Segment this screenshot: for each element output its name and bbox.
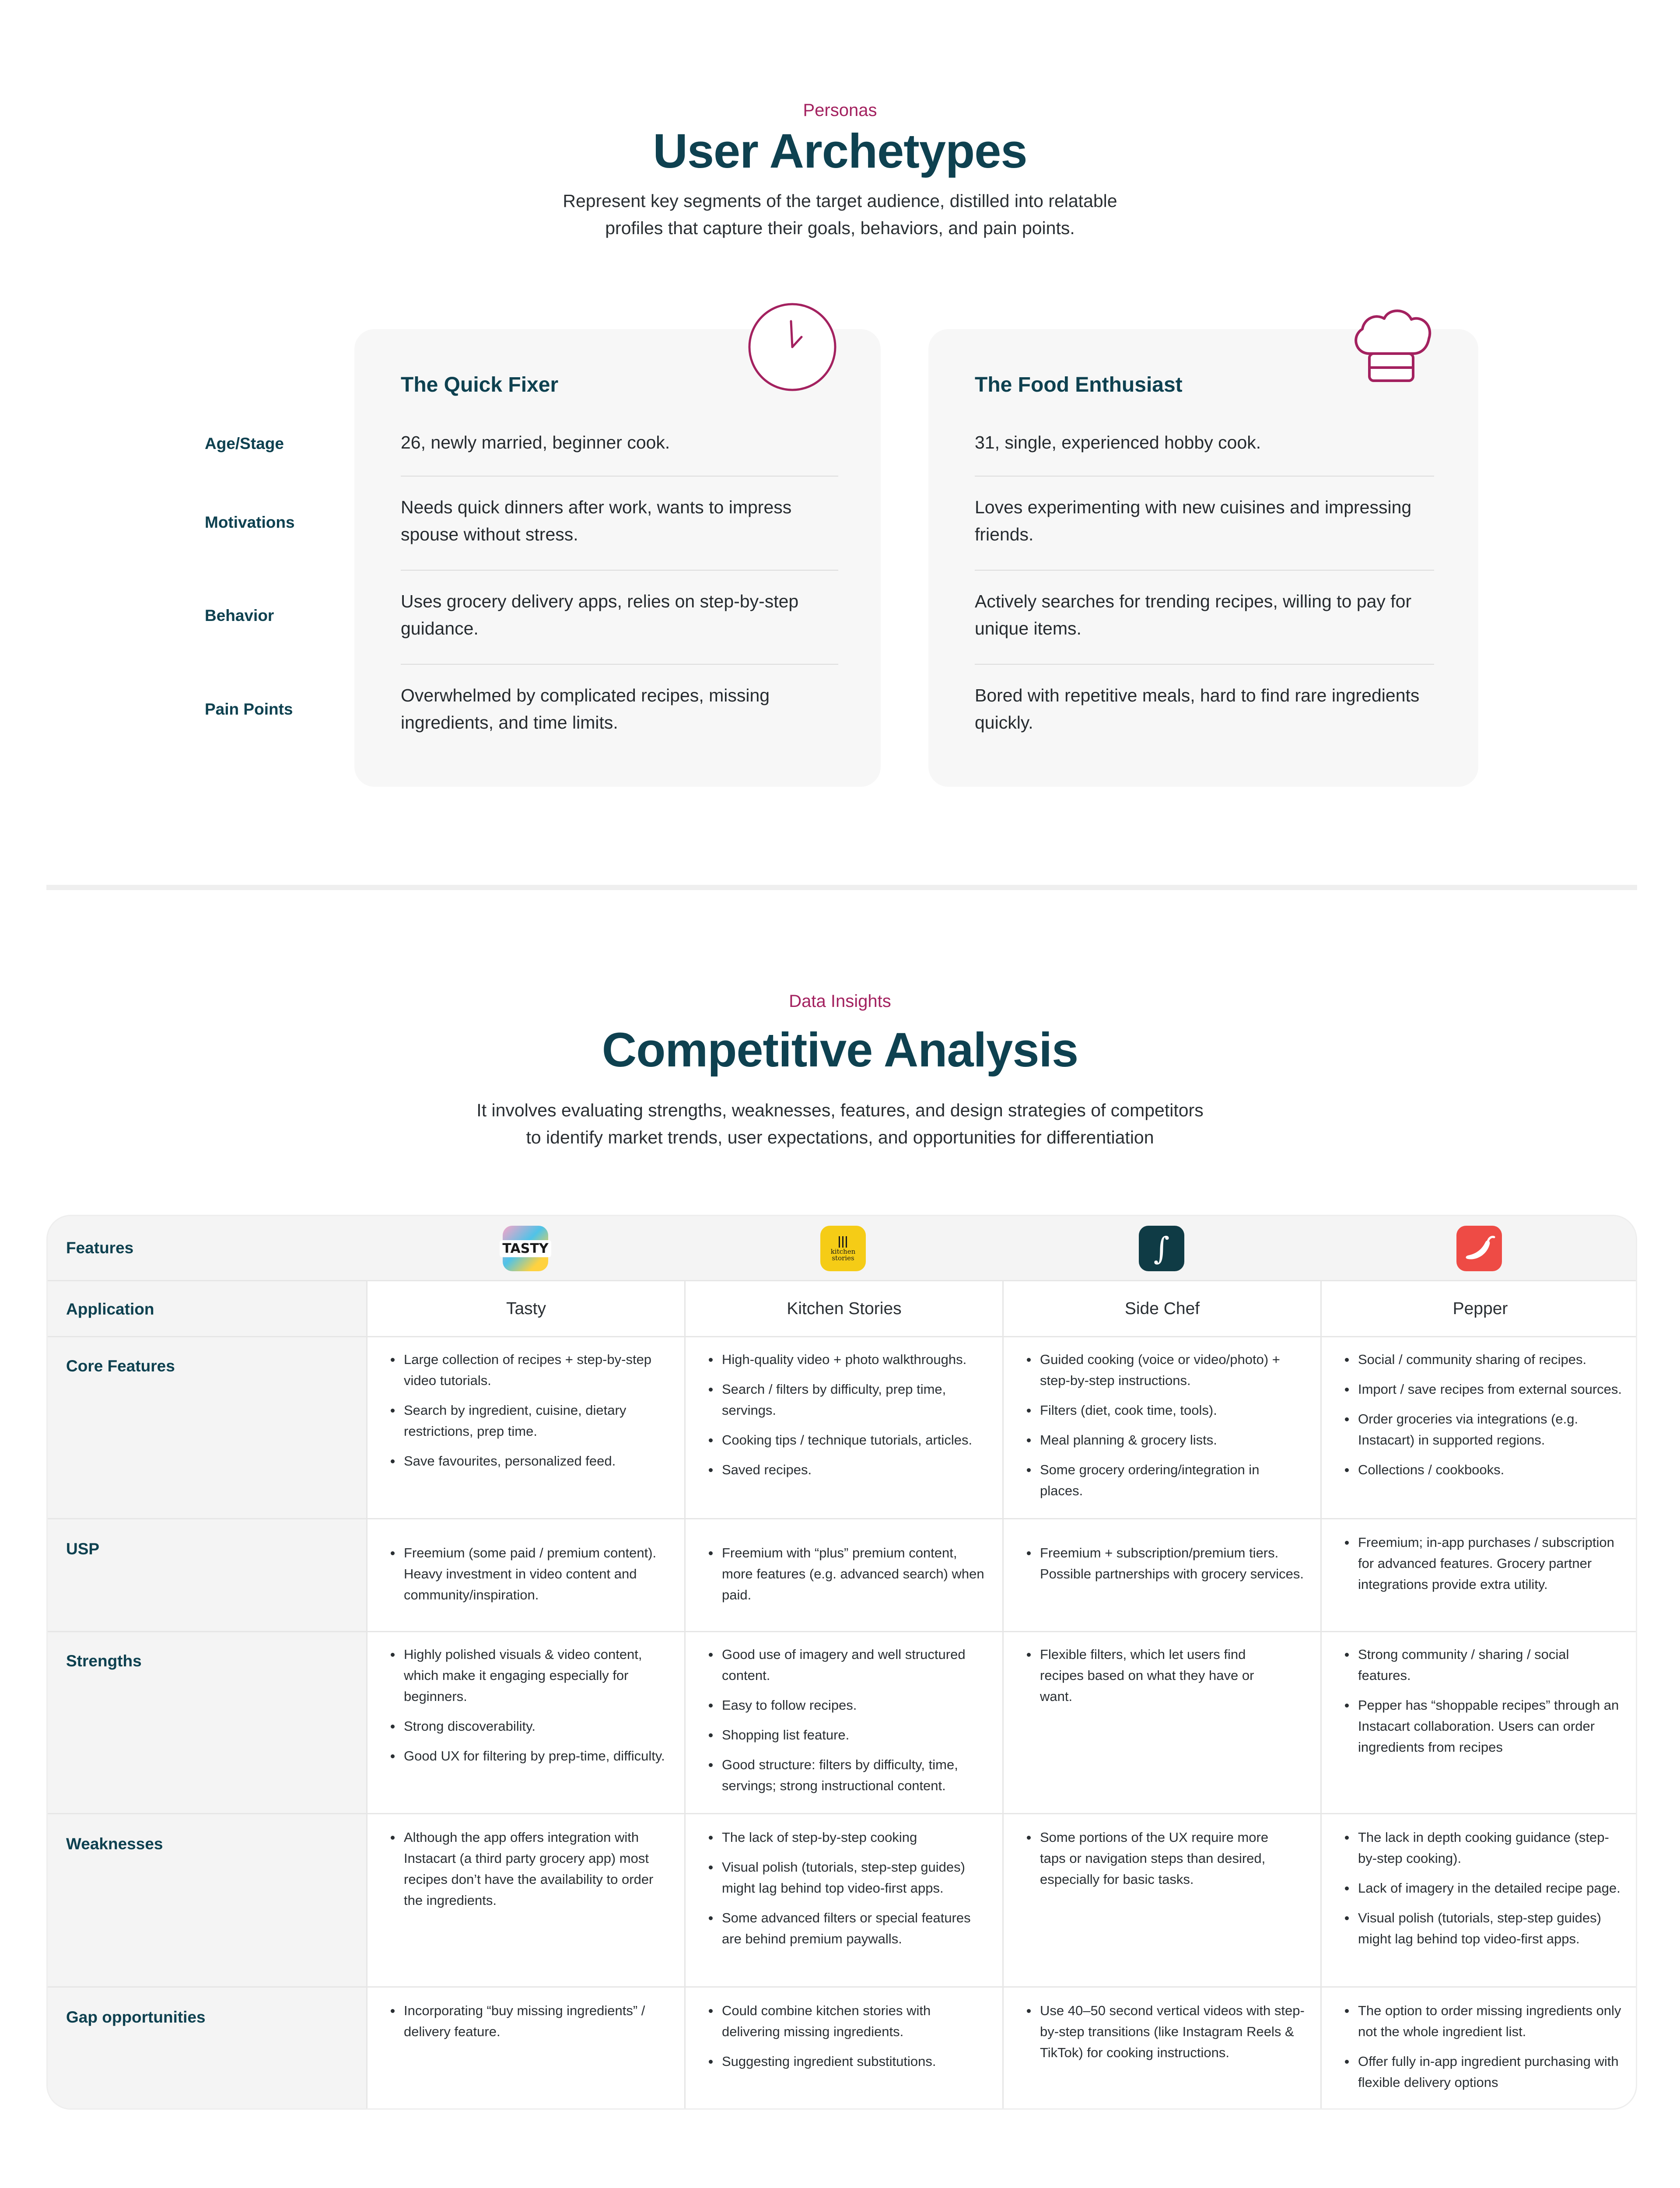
divider	[401, 664, 838, 665]
side-chef-strengths	[1025, 1644, 1288, 1716]
list-item: Use 40–50 second vertical videos with step-by-step transitions (like Instagram Reels & TikTok) for cooking instructions.	[1025, 2000, 1305, 2063]
list-item: Suggesting ingredient substitutions.	[707, 2051, 987, 2072]
tasty-core-features	[389, 1349, 669, 1480]
list-item: Order groceries via integrations (e.g. Instacart) in supported regions.	[1343, 1409, 1623, 1451]
divider	[975, 664, 1434, 665]
list-item: Strong discoverability.	[389, 1716, 669, 1737]
divider	[401, 476, 838, 477]
chef-hat-icon	[1348, 302, 1435, 389]
side-chef-weaknesses	[1025, 1827, 1296, 1899]
divider	[975, 476, 1434, 477]
list-item: Good UX for filtering by prep-time, difficulty.	[389, 1746, 669, 1767]
list-item: Good structure: filters by difficulty, time, servings; strong instructional content.	[707, 1754, 987, 1796]
row-divider	[48, 1813, 1636, 1814]
persona-title: The Food Enthusiast	[975, 373, 1183, 396]
list-item: Guided cooking (voice or video/photo) + step-by-step instructions.	[1025, 1349, 1305, 1391]
competitive-eyebrow: Data Insights	[789, 992, 891, 1011]
pepper-weaknesses	[1343, 1827, 1623, 1958]
list-item: Meal planning & grocery lists.	[1025, 1430, 1305, 1451]
list-item: The lack in depth cooking guidance (step-by-step cooking).	[1343, 1827, 1623, 1869]
app-name-tasty: Tasty	[506, 1299, 546, 1318]
persona-age-stage: 31, single, experienced hobby cook.	[975, 432, 1261, 452]
side-chef-core-features	[1025, 1349, 1305, 1510]
row-divider	[48, 1336, 1636, 1337]
list-item: Freemium with “plus” premium content, more features (e.g. advanced search) when paid.	[707, 1543, 987, 1606]
row-label-behavior: Behavior	[205, 607, 274, 624]
row-label-motivations: Motivations	[205, 513, 295, 531]
pepper-usp	[1343, 1532, 1623, 1604]
row-label-application: Application	[66, 1300, 154, 1318]
persona-card-quick-fixer	[354, 329, 881, 787]
row-label-gap-opportunities: Gap opportunities	[66, 2008, 206, 2026]
column-divider	[684, 1280, 686, 2110]
personas-subtitle-line: profiles that capture their goals, behaviors, and pain points.	[605, 218, 1075, 238]
tasty-weaknesses	[389, 1827, 669, 1920]
list-item: Freemium; in-app purchases / subscription for advanced features. Grocery partner integrations provide extra utility.	[1343, 1532, 1623, 1595]
app-name-pepper: Pepper	[1452, 1299, 1508, 1318]
side-chef-logo-text: ∫	[1153, 1231, 1170, 1266]
list-item: Shopping list feature.	[707, 1725, 987, 1746]
column-divider	[366, 1280, 368, 2110]
list-item: Could combine kitchen stories with delivering missing ingredients.	[707, 2000, 987, 2042]
kitchen-stories-weaknesses	[707, 1827, 987, 1958]
list-item: Collections / cookbooks.	[1343, 1459, 1623, 1480]
clock-icon	[747, 302, 837, 392]
list-item: Social / community sharing of recipes.	[1343, 1349, 1623, 1370]
app-name-kitchen-stories: Kitchen Stories	[787, 1299, 902, 1318]
list-item: Filters (diet, cook time, tools).	[1025, 1400, 1305, 1421]
personas-subtitle-line: Represent key segments of the target audience, distilled into relatable	[563, 191, 1117, 211]
utensil-icon	[836, 1235, 850, 1248]
list-item: Large collection of recipes + step-by-step video tutorials.	[389, 1349, 669, 1391]
persona-pain-points: Overwhelmed by complicated recipes, missing ingredients, and time limits.	[401, 685, 770, 733]
persona-behavior: Uses grocery delivery apps, relies on step-by-step guidance.	[401, 591, 799, 638]
list-item: Lack of imagery in the detailed recipe page.	[1343, 1878, 1623, 1899]
column-divider	[1320, 1280, 1322, 2110]
list-item: Pepper has “shoppable recipes” through an Instacart collaboration. Users can order ingredients from recipes	[1343, 1695, 1623, 1758]
row-label-age-stage: Age/Stage	[205, 435, 284, 452]
row-label-core-features: Core Features	[66, 1357, 175, 1375]
section-divider	[46, 885, 1637, 890]
kitchen-stories-strengths	[707, 1644, 987, 1805]
list-item: Offer fully in-app ingredient purchasing with flexible delivery options	[1343, 2051, 1623, 2093]
list-item: High-quality video + photo walkthroughs.	[707, 1349, 996, 1370]
list-item: Save favourites, personalized feed.	[389, 1451, 669, 1472]
row-divider	[48, 1280, 1636, 1281]
persona-motivations: Needs quick dinners after work, wants to impress spouse without stress.	[401, 497, 792, 544]
row-label-pain-points: Pain Points	[205, 700, 293, 718]
persona-age-stage: 26, newly married, beginner cook.	[401, 432, 670, 452]
list-item: Search / filters by difficulty, prep time, servings.	[707, 1379, 996, 1421]
tasty-strengths	[389, 1644, 669, 1775]
list-item: Some advanced filters or special features are behind premium paywalls.	[707, 1907, 987, 1950]
divider	[975, 570, 1434, 571]
list-item: Easy to follow recipes.	[707, 1695, 987, 1716]
list-item: Freemium + subscription/premium tiers. Possible partnerships with grocery services.	[1025, 1543, 1305, 1585]
chili-pepper-icon	[1456, 1226, 1502, 1271]
kitchen-stories-gaps	[707, 2000, 987, 2081]
row-label-weaknesses: Weaknesses	[66, 1835, 163, 1853]
pepper-core-features	[1343, 1349, 1623, 1489]
competitive-table	[46, 1215, 1637, 2110]
kitchen-stories-core-features	[707, 1349, 996, 1489]
list-item: Cooking tips / technique tutorials, articles.	[707, 1430, 996, 1451]
row-label-usp: USP	[66, 1540, 100, 1558]
competitive-subtitle-line: It involves evaluating strengths, weaknesses, features, and design strategies of competitors	[476, 1100, 1204, 1120]
personas-eyebrow: Personas	[803, 101, 877, 120]
row-divider	[48, 1518, 1636, 1519]
side-chef-logo-icon	[1139, 1226, 1184, 1271]
pepper-logo-icon	[1456, 1226, 1502, 1271]
persona-card-food-enthusiast	[928, 329, 1478, 787]
list-item: The lack of step-by-step cooking	[707, 1827, 987, 1848]
competitive-title: Competitive Analysis	[602, 1023, 1078, 1077]
personas-title: User Archetypes	[653, 124, 1027, 178]
list-item: Good use of imagery and well structured content.	[707, 1644, 987, 1686]
row-divider	[48, 1631, 1636, 1632]
app-name-side-chef: Side Chef	[1124, 1299, 1200, 1318]
column-divider	[1002, 1280, 1004, 2110]
list-item: Import / save recipes from external sources.	[1343, 1379, 1623, 1400]
list-item: Visual polish (tutorials, step-step guides) might lag behind top video-first apps.	[1343, 1907, 1623, 1950]
list-item: The option to order missing ingredients only not the whole ingredient list.	[1343, 2000, 1623, 2042]
tasty-logo-icon	[503, 1226, 548, 1271]
side-chef-gaps	[1025, 2000, 1305, 2072]
persona-behavior: Actively searches for trending recipes, willing to pay for unique items.	[975, 591, 1412, 638]
pepper-gaps	[1343, 2000, 1623, 2102]
kitchen-stories-usp	[707, 1543, 987, 1614]
pepper-strengths	[1343, 1644, 1623, 1767]
divider	[401, 570, 838, 571]
list-item: Visual polish (tutorials, step-step guides) might lag behind top video-first apps.	[707, 1857, 987, 1899]
row-label-strengths: Strengths	[66, 1652, 142, 1670]
persona-pain-points: Bored with repetitive meals, hard to find rare ingredients quickly.	[975, 685, 1420, 733]
row-divider	[48, 1986, 1636, 1988]
competitive-subtitle-line: to identify market trends, user expectations, and opportunities for differentiation	[526, 1127, 1154, 1147]
persona-title: The Quick Fixer	[401, 373, 559, 396]
list-item: Strong community / sharing / social features.	[1343, 1644, 1623, 1686]
list-item: Freemium (some paid / premium content). Heavy investment in video content and community/inspiration.	[389, 1543, 669, 1606]
list-item: Highly polished visuals & video content, which make it engaging especially for beginners.	[389, 1644, 669, 1707]
list-item: Some grocery ordering/integration in places.	[1025, 1459, 1305, 1501]
list-item: Although the app offers integration with Instacart (a third party grocery app) most recipes don’t have the availability to order the ingredients.	[389, 1827, 669, 1911]
list-item: Flexible filters, which let users find recipes based on what they have or want.	[1025, 1644, 1288, 1707]
row-label-features: Features	[66, 1239, 134, 1257]
tasty-usp	[389, 1543, 669, 1614]
personas-subtitle	[0, 187, 1680, 242]
list-item: Incorporating “buy missing ingredients” / delivery feature.	[389, 2000, 669, 2042]
tasty-gaps	[389, 2000, 669, 2051]
side-chef-usp	[1025, 1543, 1305, 1593]
kitchen-stories-logo-icon	[820, 1226, 866, 1271]
competitive-subtitle	[0, 1097, 1680, 1151]
list-item: Some portions of the UX require more taps or navigation steps than desired, especially for basic tasks.	[1025, 1827, 1296, 1890]
persona-motivations: Loves experimenting with new cuisines and impressing friends.	[975, 497, 1412, 544]
list-item: Saved recipes.	[707, 1459, 996, 1480]
list-item: Search by ingredient, cuisine, dietary restrictions, prep time.	[389, 1400, 669, 1442]
kitchen-stories-logo-text: kitchen stories	[830, 1248, 856, 1262]
tasty-logo-text: TASTY	[500, 1240, 551, 1257]
